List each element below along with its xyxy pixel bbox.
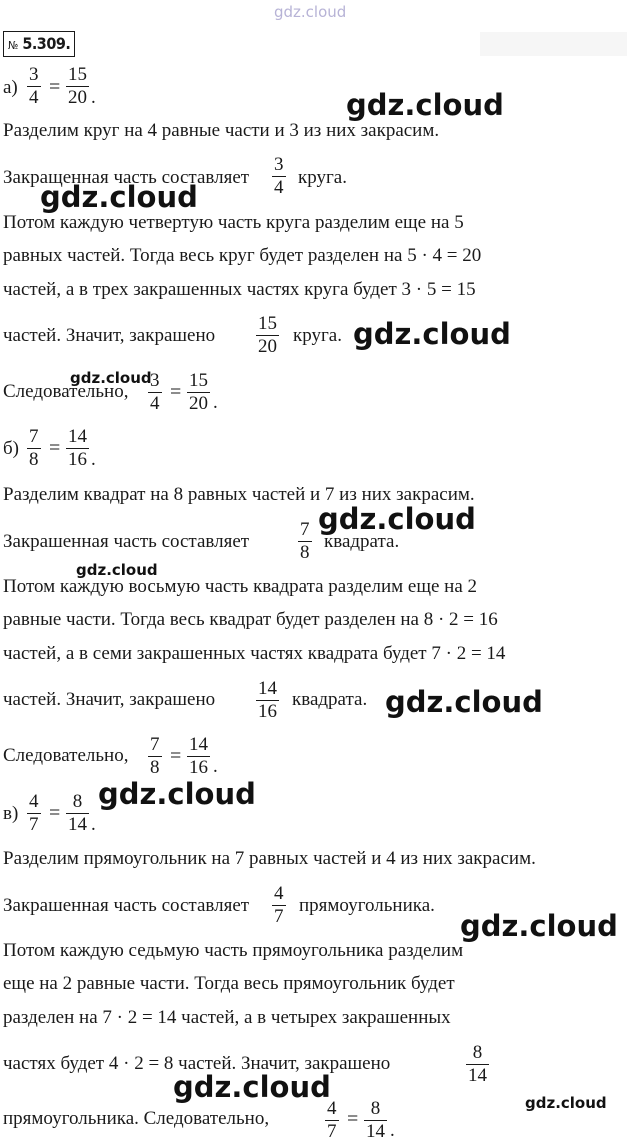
- watermark: gdz.cloud: [346, 88, 504, 122]
- header-strip: [480, 32, 627, 56]
- watermark: gdz.cloud: [385, 685, 543, 719]
- period: .: [91, 449, 96, 470]
- period: .: [390, 1120, 395, 1141]
- text-line: равных частей. Тогда весь круг будет разделен на 5 · 4 = 20: [3, 245, 482, 266]
- equals-sign: =: [170, 745, 182, 767]
- text-line: прямоугольника.: [299, 895, 435, 916]
- text-line: прямоугольника. Следовательно,: [3, 1108, 270, 1129]
- fraction: $\frac{7}{8}$: [300, 519, 310, 563]
- text-line: частей. Значит, закрашено: [3, 325, 216, 346]
- text-line: Следовательно,: [3, 745, 129, 766]
- period: .: [91, 87, 96, 108]
- watermark: gdz.cloud: [70, 369, 152, 387]
- part-a-label: а): [3, 77, 18, 98]
- watermark: gdz.cloud: [173, 1070, 331, 1104]
- fraction: $\frac{4}{7}$: [274, 883, 284, 927]
- watermark-top: gdz.cloud: [274, 3, 347, 21]
- number-sign: №: [8, 39, 18, 52]
- watermark: gdz.cloud: [525, 1094, 607, 1112]
- equals-sign: =: [170, 381, 182, 403]
- fraction: $\frac{7}{8}$: [29, 426, 39, 470]
- text-line: Закрашенная часть составляет: [3, 531, 250, 552]
- text-line: Разделим квадрат на 8 равных частей и 7 из них закрасим.: [3, 484, 475, 505]
- equals-sign: =: [49, 437, 61, 459]
- text-line: Потом каждую четвертую часть круга разделим еще на 5: [3, 212, 464, 233]
- text-line: разделен на 7 · 2 = 14 частей, а в четырех закрашенных: [3, 1007, 451, 1028]
- equals-sign: =: [49, 802, 61, 824]
- fraction: $\frac{15}{20}$: [68, 64, 87, 108]
- watermark: gdz.cloud: [40, 180, 198, 214]
- watermark: gdz.cloud: [318, 502, 476, 536]
- watermark: gdz.cloud: [353, 317, 511, 351]
- part-b-label: б): [3, 438, 19, 459]
- fraction: $\frac{4}{7}$: [29, 791, 39, 835]
- text-line: Разделим прямоугольник на 7 равных частей и 4 из них закрасим.: [3, 848, 536, 869]
- text-line: Следовательно,: [3, 381, 129, 402]
- fraction: $\frac{15}{20}$: [258, 313, 277, 357]
- watermark: gdz.cloud: [76, 561, 158, 579]
- text-line: частей. Значит, закрашено: [3, 689, 216, 710]
- task-number: 5.309.: [22, 34, 71, 53]
- period: .: [91, 814, 96, 835]
- fraction: $\frac{4}{7}$: [327, 1098, 337, 1142]
- fraction: $\frac{14}{16}$: [258, 678, 277, 722]
- equals-sign: =: [49, 76, 61, 98]
- part-c-label: в): [3, 803, 19, 824]
- text-line: еще на 2 равные части. Тогда весь прямоугольник будет: [3, 973, 455, 994]
- text-line: частей, а в семи закрашенных частях квадрата будет 7 · 2 = 14: [3, 643, 506, 664]
- text-line: круга.: [298, 167, 347, 188]
- watermark: gdz.cloud: [98, 777, 256, 811]
- fraction: $\frac{8}{14}$: [366, 1098, 385, 1142]
- fraction: $\frac{8}{14}$: [68, 791, 87, 835]
- fraction: $\frac{7}{8}$: [150, 734, 160, 778]
- fraction: $\frac{15}{20}$: [189, 370, 208, 414]
- fraction: $\frac{14}{16}$: [68, 426, 87, 470]
- fraction: $\frac{14}{16}$: [189, 734, 208, 778]
- equals-sign: =: [347, 1108, 359, 1130]
- text-line: Потом каждую восьмую часть квадрата разделим еще на 2: [3, 576, 477, 597]
- task-number-box: [3, 31, 75, 57]
- fraction: $\frac{8}{14}$: [468, 1042, 487, 1086]
- text-line: равные части. Тогда весь квадрат будет разделен на 8 · 2 = 16: [3, 609, 498, 630]
- fraction: $\frac{3}{4}$: [29, 64, 39, 108]
- text-line: Разделим круг на 4 равные части и 3 из них закрасим.: [3, 120, 440, 141]
- fraction: $\frac{3}{4}$: [274, 154, 284, 198]
- text-line: Потом каждую седьмую часть прямоугольника разделим: [3, 940, 464, 961]
- period: .: [213, 392, 218, 413]
- text-line: Закрашенная часть составляет: [3, 895, 250, 916]
- text-line: частей, а в трех закрашенных частях круга будет 3 · 5 = 15: [3, 279, 476, 300]
- fraction: $\frac{3}{4}$: [150, 370, 160, 414]
- text-line: частях будет 4 · 2 = 8 частей. Значит, закрашено: [3, 1053, 391, 1074]
- period: .: [213, 756, 218, 777]
- text-line: квадрата.: [292, 689, 368, 710]
- text-line: круга.: [293, 325, 342, 346]
- watermark: gdz.cloud: [460, 909, 618, 943]
- text-line: квадрата.: [324, 531, 400, 552]
- text-line: Закращенная часть составляет: [3, 167, 250, 188]
